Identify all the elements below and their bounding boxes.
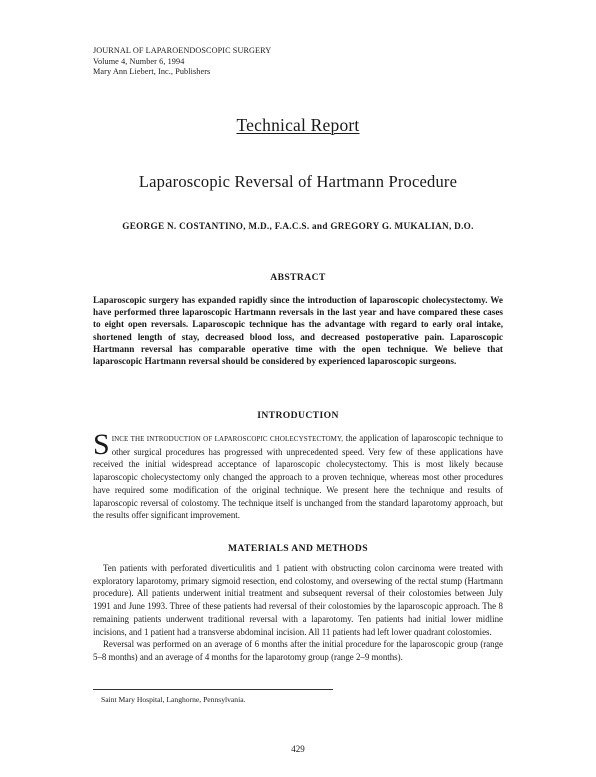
footnote-divider (93, 689, 333, 690)
article-title: Laparoscopic Reversal of Hartmann Procedure (138, 172, 458, 191)
introduction-text: the application of laparoscopic technique to other surgical procedures has progressed with unprecedented speed. Very few of these applications have received the initial widespread acceptance of laparoscopic cholecystectomy. This is most likely because laparoscopic cholecystectomy only changed the approach to a proven technique, whereas most other procedures have required some modification of the original technique. We present here the technique and results of laparoscopic reversal of colostomy. The technique itself is unchanged from the standard laparotomy approach, but the results offer significant improvement. (93, 433, 503, 521)
page-number: 429 (291, 744, 305, 754)
methods-paragraph-1: Ten patients with perforated diverticulitis and 1 patient with obstructing colon carcinoma were treated with exploratory laparotomy, primary sigmoid resection, end colostomy, and oversewing of the rectal stump (Hartmann procedure). All patients underwent initial treatment and subsequent reversal of their colostomies between July 1991 and June 1993. Three of these patients had reversal of their colostomies by the laparoscopic approach. The 8 remaining patients underwent traditional reversal with a laparotomy. Ten patients had initial lower midline incisions, and 1 patient had a transverse abdominal incision. All 11 patients had left lower quadrant colostomies. (93, 563, 503, 637)
introduction-heading: INTRODUCTION (257, 410, 339, 421)
drop-cap-letter: S (93, 428, 110, 461)
methods-paragraph-2: Reversal was performed on an average of 6 months after the initial procedure for the laparoscopic group (range 5–8 months) and an average of 4 months for the laparotomy group (range 2–9 months). (93, 639, 503, 662)
author-line: GEORGE N. COSTANTINO, M.D., F.A.C.S. and GREGORY G. MUKALIAN, D.O. (122, 221, 474, 231)
affiliation-footnote: Saint Mary Hospital, Langhorne, Pennsylvania. (101, 695, 246, 704)
journal-header (93, 46, 271, 78)
journal-name: JOURNAL OF LAPAROENDOSCOPIC SURGERY (93, 46, 272, 55)
introduction-lead-in: INCE THE INTRODUCTION OF LAPAROSCOPIC CHOLECYSTECTOMY, (111, 435, 344, 443)
section-label: Technical Report (236, 115, 360, 135)
journal-volume: Volume 4, Number 6, 1994 (93, 56, 185, 66)
abstract-text: Laparoscopic surgery has expanded rapidly since the introduction of laparoscopic cholecystectomy. We have performed three laparoscopic Hartmann reversals in the last year and have compared these cases to eight open reversals. Laparoscopic technique has the advantage with regard to early oral intake, shortened length of stay, decreased blood loss, and decreased postoperative pain. Laparoscopic Hartmann reversal has comparable operative time with the open technique. We believe that laparoscopic Hartmann reversal should be considered by experienced laparoscopic surgeons. (93, 295, 503, 367)
methods-heading: MATERIALS AND METHODS (228, 543, 368, 554)
methods-section (93, 562, 503, 664)
introduction-paragraph (93, 428, 503, 522)
journal-publisher: Mary Ann Liebert, Inc., Publishers (93, 67, 211, 77)
abstract-heading: ABSTRACT (270, 272, 326, 283)
